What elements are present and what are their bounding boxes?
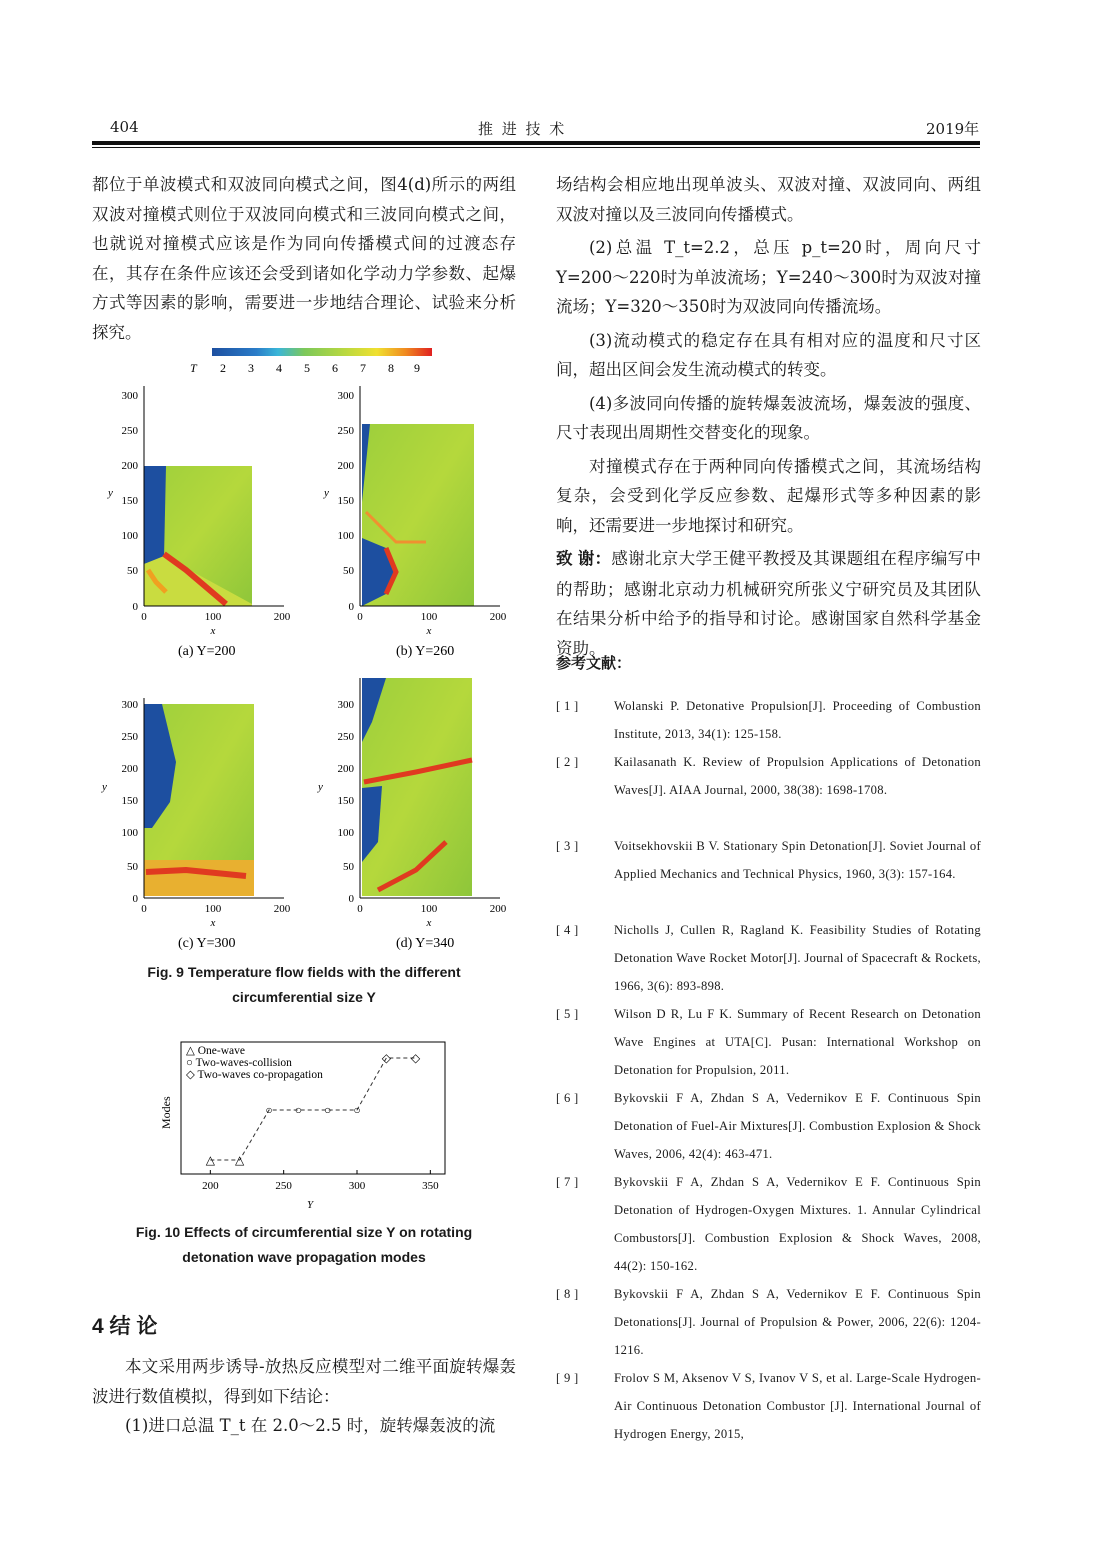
circle-marker: ○: [265, 1103, 273, 1117]
panel-c: [101, 698, 291, 951]
caption-line: detonation wave propagation modes: [182, 1249, 426, 1265]
x-tick: 200: [489, 903, 507, 915]
figure-10-caption: [92, 1220, 516, 1270]
colorbar-tick: 8: [388, 361, 394, 375]
y-tick: 50: [127, 565, 138, 577]
colorbar-tick: 2: [220, 361, 226, 375]
ref-text: Kailasanath K. Review of Propulsion Applications of Detonation Waves[J]. AIAA Journal, 2000, 38(38): 1698-1708.: [614, 755, 981, 797]
x-tick: 200: [273, 903, 291, 915]
y-tick: 0: [348, 893, 354, 905]
ref-num: [ 2 ]: [556, 755, 579, 769]
x-label: x: [210, 625, 216, 637]
figure-9: [96, 342, 526, 962]
conclusion-paragraph: [92, 1352, 516, 1441]
x-tick-label: 200: [202, 1180, 219, 1192]
ref-num: [ 4 ]: [556, 923, 579, 937]
panel-label: (b) Y=260: [396, 644, 455, 659]
y-tick: 250: [337, 425, 354, 437]
reference-item: [556, 916, 981, 1000]
ack-text: 感谢北京大学王健平教授及其课题组在程序编写中的帮助；感谢北京动力机械研究所张义宁研究员及其团队在结果分析中给予的指导和讨论。感谢国家自然科学基金资助。: [556, 549, 982, 658]
x-label: x: [210, 917, 216, 929]
section-title: 4 结 论: [92, 1315, 158, 1338]
y-tick: 250: [121, 731, 138, 743]
ref-text: Bykovskii F A, Zhdan S A, Vedernikov E F. Continuous Spin Detonation of Hydrogen-Oxygen Mixtures. 1. Annular Cylindrical Combustors[J]. Combustion Explosion & Shock Waves, 2008, 44(2): 150-162.: [614, 1175, 981, 1273]
x-label: x: [426, 917, 432, 929]
x-tick: 200: [489, 611, 507, 623]
y-tick: 300: [337, 390, 354, 402]
legend-item-one-wave: [186, 1045, 245, 1057]
y-label: y: [318, 781, 323, 793]
ref-text: Wolanski P. Detonative Propulsion[J]. Proceeding of Combustion Institute, 2013, 34(1): 125-158.: [614, 699, 981, 741]
ack-label: 致 谢：: [556, 550, 612, 568]
journal-title: 推 进 技 术: [478, 120, 567, 138]
triangle-marker: △: [235, 1153, 245, 1167]
circle-marker: ○: [294, 1103, 302, 1117]
ref-num: [ 9 ]: [556, 1371, 579, 1385]
y-tick: 0: [132, 601, 138, 613]
fresh-gas-region: [144, 466, 166, 564]
y-tick: 300: [121, 699, 138, 711]
y-tick: 150: [121, 795, 138, 807]
x-tick: 100: [420, 611, 438, 623]
y-tick: 50: [127, 861, 138, 873]
legend-label: One-wave: [197, 1045, 245, 1057]
ref-text: Voitsekhovskii B V. Stationary Spin Detonation[J]. Soviet Journal of Applied Mechanics and Technical Physics, 1960, 3(3): 157-164.: [614, 839, 981, 881]
y-tick: 200: [121, 460, 138, 472]
y-tick: 0: [132, 893, 138, 905]
y-tick: 100: [121, 827, 138, 839]
legend-label: Two-waves co-propagation: [197, 1069, 323, 1081]
x-label: Y: [306, 1199, 314, 1211]
year: 2019年: [926, 120, 980, 138]
diamond-marker: ◇: [381, 1051, 391, 1065]
header-rule-thick: [92, 141, 980, 145]
reference-item: [556, 1000, 981, 1084]
ref-num: [ 3 ]: [556, 839, 579, 853]
y-tick: 50: [343, 861, 354, 873]
ref-text: Nicholls J, Cullen R, Ragland K. Feasibility Studies of Rotating Detonation Wave Rocket Motor[J]. Journal of Spacecraft & Rockets, 1966, 3(6): 893-898.: [614, 923, 981, 993]
x-tick-label: 350: [422, 1180, 439, 1192]
right-para-3: (3)流动模式的稳定存在具有相对应的温度和尺寸区间，超出区间会发生流动模式的转变。: [556, 330, 981, 379]
colorbar-ticks: [220, 361, 420, 375]
colorbar-tick: 6: [332, 361, 338, 375]
y-label: y: [102, 781, 107, 793]
y-tick: 100: [337, 827, 354, 839]
reference-item: [556, 832, 981, 888]
colorbar-tick: 9: [414, 361, 420, 375]
ref-text: Bykovskii F A, Zhdan S A, Vedernikov E F. Continuous Spin Detonations[J]. Journal of Propulsion & Power, 2006, 22(6): 1204-1216.: [614, 1287, 981, 1357]
y-tick: 200: [337, 763, 354, 775]
x-tick-label: 250: [275, 1180, 292, 1192]
colorbar: [212, 348, 432, 356]
left-paragraph: [92, 170, 516, 347]
right-paragraphs: [556, 170, 981, 663]
y-tick: 0: [348, 601, 354, 613]
ref-text: Wilson D R, Lu F K. Summary of Recent Research on Detonation Wave Engines at UTA[C]. Pusan: International Workshop on Detonation for Propulsion, 2011.: [614, 1007, 981, 1077]
reference-item: [556, 1364, 981, 1448]
x-tick: 0: [141, 903, 147, 915]
diamond-marker-icon: ◇: [186, 1069, 198, 1081]
y-tick: 150: [337, 495, 354, 507]
panel-b: [323, 386, 507, 659]
x-tick: 100: [204, 611, 222, 623]
y-label: y: [324, 487, 329, 499]
legend-item-co-propagation: [186, 1069, 323, 1081]
x-tick-label: 300: [348, 1180, 366, 1192]
ref-num: [ 1 ]: [556, 699, 579, 713]
x-label: x: [426, 625, 432, 637]
x-tick: 200: [273, 611, 291, 623]
conclusion-1: (1)进口总温 T_t 在 2.0～2.5 时，旋转爆轰波的流: [125, 1416, 496, 1435]
reference-item: [556, 1168, 981, 1280]
caption-line: circumferential size Y: [232, 989, 376, 1005]
y-tick: 150: [337, 795, 354, 807]
panel-a: [107, 386, 291, 659]
reference-item: [556, 1280, 981, 1364]
ref-text: Frolov S M, Aksenov V S, Ivanov V S, et al. Large-Scale Hydrogen-Air Continuous Detonation Combustor [J]. International Journal of Hydrogen Energy, 2015,: [614, 1371, 981, 1441]
x-tick: 0: [357, 611, 363, 623]
x-tick: 100: [420, 903, 438, 915]
y-tick: 200: [337, 460, 354, 472]
colorbar-tick: 5: [304, 361, 310, 375]
y-tick: 300: [337, 699, 354, 711]
y-tick: 50: [343, 565, 354, 577]
reference-item: [556, 692, 981, 748]
right-para-5: 对撞模式存在于两种同向传播模式之间，其流场结构复杂，会受到化学反应参数、起爆形式等多种因素的影响，还需要进一步地探讨和研究。: [556, 456, 981, 535]
legend-item-collision: [186, 1057, 292, 1069]
right-para-2: (2)总温 T_t=2.2，总压 p_t=20时，周向尺寸 Y=200～220时为单波流场；Y=240～300时为双波对撞流场；Y=320～350时为双波同向传播流场。: [556, 238, 981, 316]
triangle-marker-icon: △: [186, 1045, 198, 1057]
y-tick: 100: [337, 530, 354, 542]
acknowledgement: [556, 544, 981, 663]
circle-marker: ○: [353, 1103, 361, 1117]
circle-marker: ○: [324, 1103, 332, 1117]
y-tick: 200: [121, 763, 138, 775]
y-tick: 250: [121, 425, 138, 437]
colorbar-label: T: [190, 361, 197, 375]
y-tick: 100: [121, 530, 138, 542]
y-label: y: [108, 487, 113, 499]
right-para-1: 场结构会相应地出现单波头、双波对撞、双波同向、两组双波对撞以及三波同向传播模式。: [556, 175, 981, 224]
triangle-marker: △: [205, 1153, 215, 1167]
reference-item: [556, 748, 981, 804]
legend-label: Two-waves-collision: [195, 1057, 292, 1069]
references-title: 参考文献：: [556, 655, 632, 672]
left-para-text: 都位于单波模式和双波同向模式之间，图4(d)所示的两组双波对撞模式则位于双波同向模式和三波同向模式之间，也就说对撞模式应该是作为同向传播模式间的过渡态存在，其存在条件应该还会受到诸如化学动力学参数、起爆方式等因素的影响，需要进一步地结合理论、试验来分析探究。: [92, 175, 516, 342]
diamond-marker: ◇: [411, 1051, 421, 1065]
colorbar-tick: 7: [360, 361, 366, 375]
panel-label: (a) Y=200: [178, 644, 236, 659]
conclusion-intro: 本文采用两步诱导-放热反应模型对二维平面旋转爆轰波进行数值模拟，得到如下结论：: [92, 1357, 516, 1406]
y-label: Modes: [159, 1096, 173, 1129]
x-tick: 0: [141, 611, 147, 623]
ref-num: [ 7 ]: [556, 1175, 579, 1189]
reference-item: [556, 1084, 981, 1168]
colorbar-tick: 4: [276, 361, 282, 375]
ref-num: [ 6 ]: [556, 1091, 579, 1105]
figure-10: [150, 1034, 460, 1214]
y-tick: 300: [121, 390, 138, 402]
ref-num: [ 8 ]: [556, 1287, 579, 1301]
panel-label: (c) Y=300: [178, 936, 236, 951]
y-tick: 250: [337, 731, 354, 743]
caption-line: Fig. 9 Temperature flow fields with the different: [147, 964, 461, 980]
y-tick: 150: [121, 495, 138, 507]
x-tick: 0: [357, 903, 363, 915]
x-ticks: [202, 1170, 439, 1192]
caption-line: Fig. 10 Effects of circumferential size Y on rotating: [135, 1224, 473, 1240]
circle-marker-icon: ○: [186, 1057, 196, 1069]
right-para-4: (4)多波同向传播的旋转爆轰波流场，爆轰波的强度、尺寸表现出周期性交替变化的现象。: [556, 393, 981, 442]
page-number: 404: [110, 118, 139, 136]
panel-d: [317, 678, 507, 951]
ref-text: Bykovskii F A, Zhdan S A, Vedernikov E F. Continuous Spin Detonation of Fuel-Air Mixtures[J]. Combustion Explosion & Shock Waves, 2006, 42(4): 463-471.: [614, 1091, 981, 1161]
ref-num: [ 5 ]: [556, 1007, 579, 1021]
figure-9-caption: [92, 960, 516, 1010]
panel-label: (d) Y=340: [396, 936, 455, 951]
header-rule-thin: [92, 147, 980, 148]
colorbar-tick: 3: [248, 361, 254, 375]
x-tick: 100: [204, 903, 222, 915]
